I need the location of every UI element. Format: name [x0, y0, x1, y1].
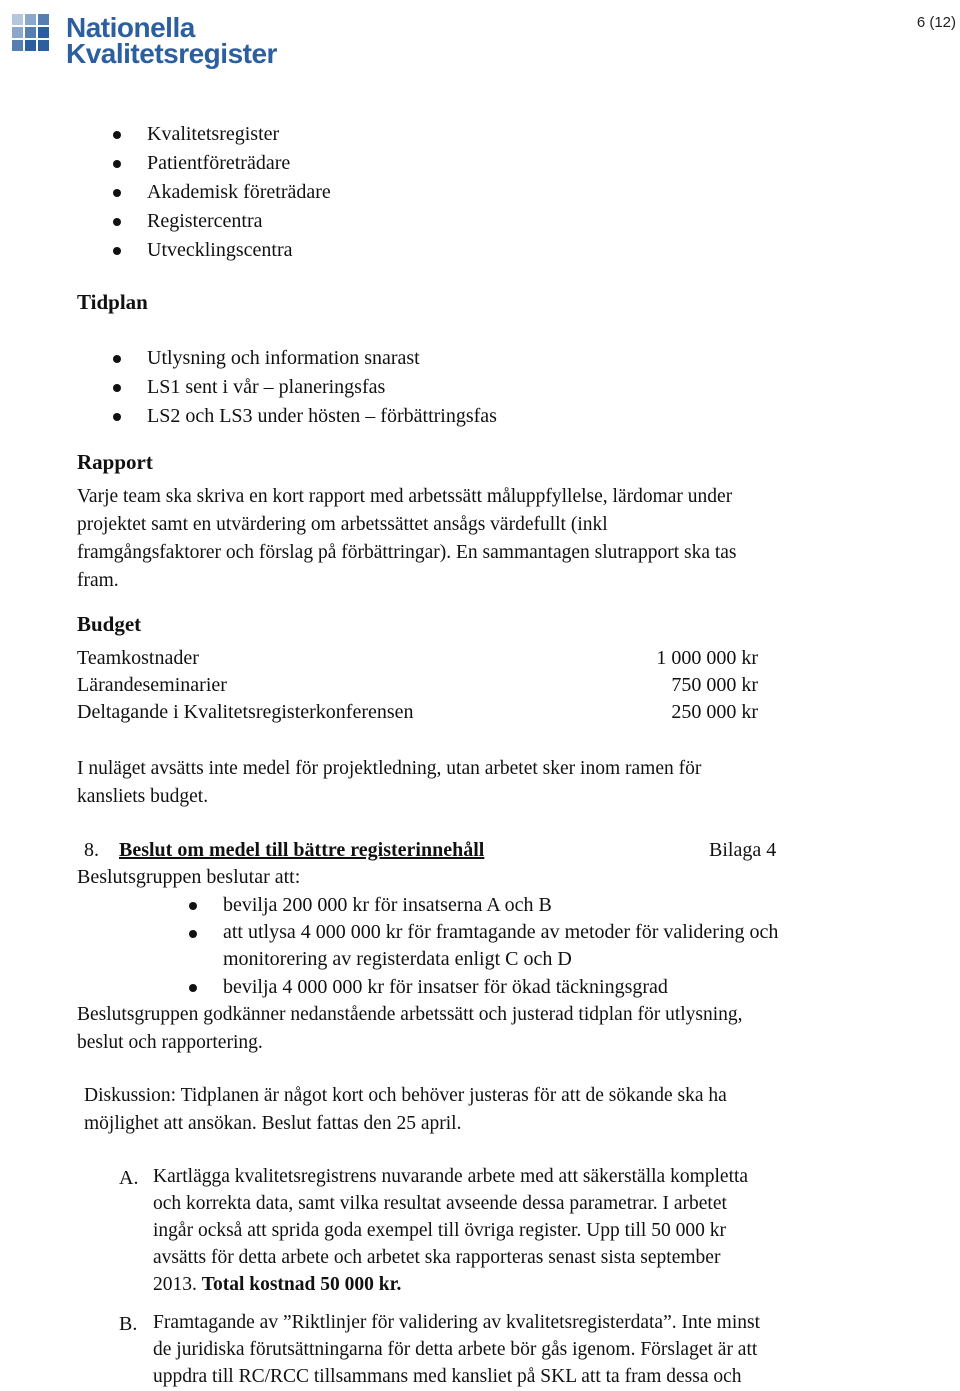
budget-note: I nuläget avsätts inte medel för projektledning, utan arbetet sker inom ramen för kansliets budget. — [77, 758, 702, 807]
item-a-text: Kartlägga kvalitetsregistrens nuvarande arbete med att säkerställa kompletta och korrekta data, samt vilka resultat avseende dessa parametrar. I arbetet ingår också att sprida goda exempel till övriga register. Upp till 50 000 kr avsätts för detta arbete och arbetet ska rapporteras senast sista september 2013. Total kostnad 50 000 kr. — [153, 1166, 749, 1295]
bullet-icon — [189, 930, 197, 938]
list-item: Kvalitetsregister — [147, 120, 331, 149]
list-item: bevilja 4 000 000 kr för insatser för ökad täckningsgrad — [223, 973, 778, 1001]
budget-row — [77, 674, 777, 702]
bullet-icon — [113, 384, 121, 392]
page-number: 6 (12) — [916, 14, 956, 31]
item-a-letter: A. — [119, 1167, 139, 1189]
list-item: Akademisk företrädare — [147, 178, 331, 207]
budget-heading: Budget — [77, 612, 142, 636]
budget-amount: 250 000 kr — [671, 701, 758, 723]
bullet-icon — [189, 984, 197, 992]
list-item: Utvecklingscentra — [147, 236, 331, 265]
list-item: LS2 och LS3 under hösten – förbättringsfas — [147, 402, 497, 431]
budget-row — [77, 701, 777, 729]
bullet-icon — [113, 189, 121, 197]
nationella-kvalitetsregister-logo — [12, 8, 302, 70]
logo-grid-icon — [12, 14, 60, 62]
list-item: att utlysa 4 000 000 kr för framtagande av metoder för validering och monitorering av registerdata enligt C och D — [223, 919, 778, 973]
bullet-icon — [189, 902, 197, 910]
decision-intro: Beslutsgruppen beslutar att: — [77, 866, 301, 888]
list-item: Patientföreträdare — [147, 149, 331, 178]
bullet-icon — [113, 355, 121, 363]
budget-label: Lärandeseminarier — [77, 674, 227, 696]
list-item: Utlysning och information snarast — [147, 344, 497, 373]
budget-label: Deltagande i Kvalitetsregisterkonferensen — [77, 701, 414, 723]
rapport-paragraph: Varje team ska skriva en kort rapport med arbetssätt måluppfyllelse, lärdomar under projektet samt en utvärdering om arbetssättet ansågs värdefullt (inkl framgångsfaktorer och förslag på förbättringar). En sammantagen slutrapport ska tas fram. — [77, 486, 737, 591]
list-item: Registercentra — [147, 207, 331, 236]
logo-text-line2: Kvalitetsregister — [66, 38, 277, 69]
discussion-paragraph: Diskussion: Tidplanen är något kort och behöver justeras för att de sökande ska ha möjlighet att ansökan. Beslut fattas den 25 april. — [84, 1085, 727, 1134]
bullet-icon — [113, 218, 121, 226]
participants-list — [147, 120, 331, 265]
decision-list — [223, 891, 778, 1001]
budget-amount: 750 000 kr — [671, 674, 758, 696]
tidplan-list — [147, 344, 497, 431]
list-item: bevilja 200 000 kr för insatserna A och B — [223, 891, 778, 919]
item-b-text: Framtagande av ”Riktlinjer för validering av kvalitetsregisterdata”. Inte minst de juridiska förutsättningarna för detta arbete bör gås igenom. Förslaget är att uppdra till RC/RCC tillsammans med kansliet på SKL att ta fram dessa och — [153, 1312, 761, 1387]
rapport-heading: Rapport — [77, 450, 153, 474]
bullet-icon — [113, 413, 121, 421]
item-b-letter: B. — [119, 1313, 138, 1335]
section-number: 8. — [84, 839, 99, 861]
budget-amount: 1 000 000 kr — [656, 647, 758, 669]
budget-label: Teamkostnader — [77, 647, 199, 669]
logo-text-line1: Nationella — [66, 12, 195, 43]
list-item: LS1 sent i vår – planeringsfas — [147, 373, 497, 402]
budget-row — [77, 647, 777, 675]
tidplan-heading: Tidplan — [77, 290, 148, 314]
bullet-icon — [113, 131, 121, 139]
bullet-icon — [113, 160, 121, 168]
section-title: Beslut om medel till bättre registerinnehåll — [119, 839, 485, 861]
attachment-label: Bilaga 4 — [709, 839, 777, 861]
approval-paragraph: Beslutsgruppen godkänner nedanstående arbetssätt och justerad tidplan för utlysning, beslut och rapportering. — [77, 1004, 743, 1053]
bullet-icon — [113, 247, 121, 255]
